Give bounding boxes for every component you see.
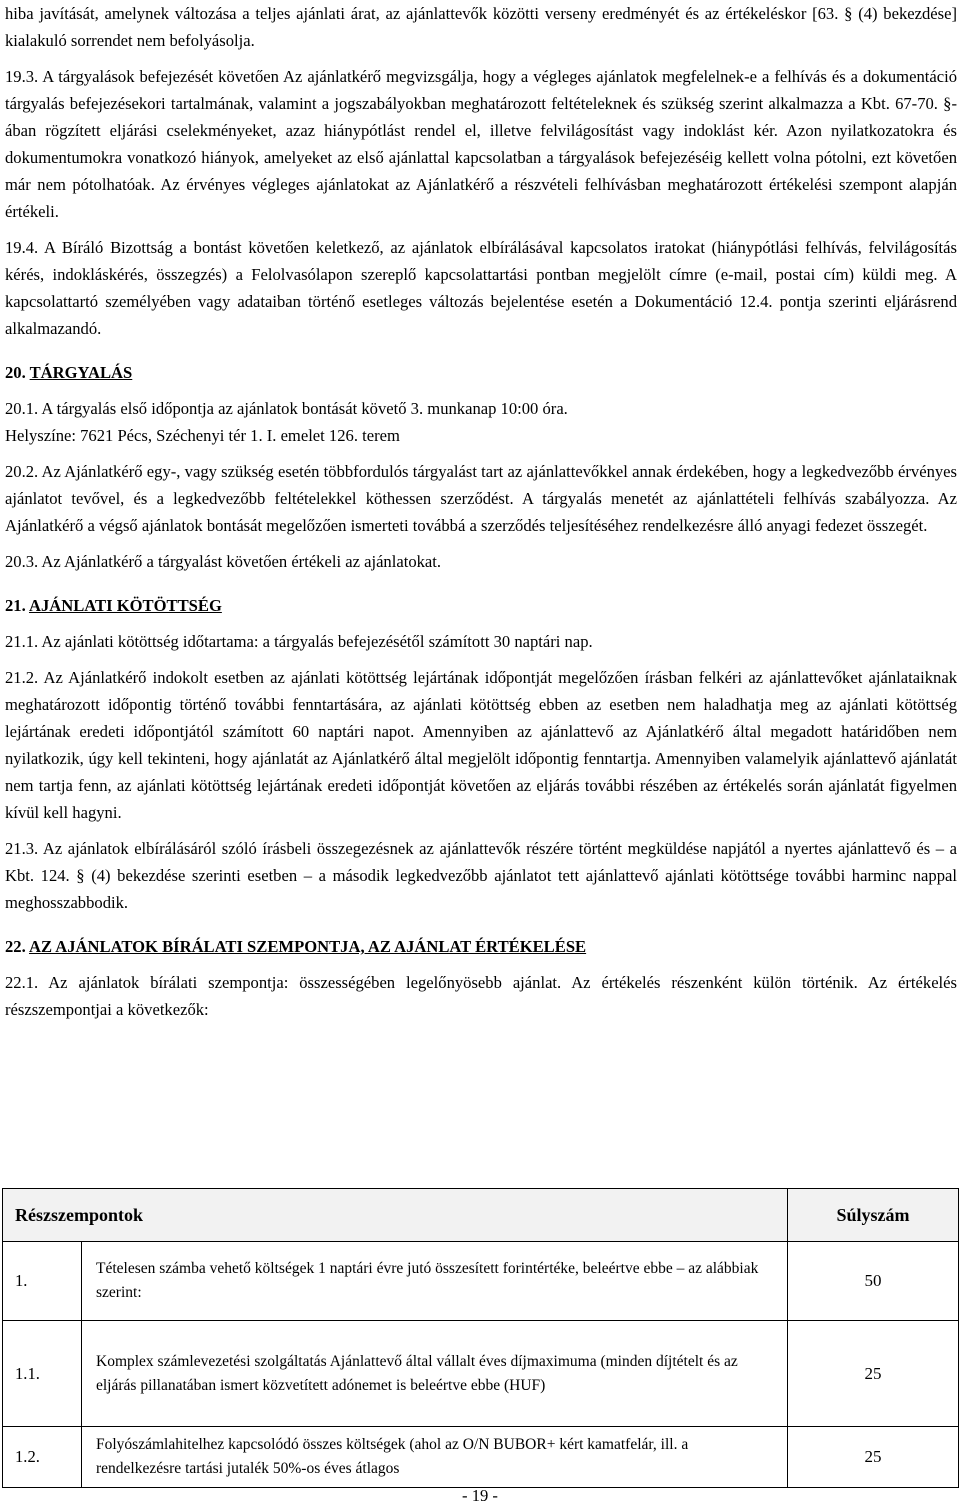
section-heading-22 <box>5 933 957 960</box>
paragraph-20-3: 20.3. Az Ajánlatkérő a tárgyalást követően értékeli az ajánlatokat. <box>5 552 442 571</box>
paragraph-continued: hiba javítását, amelynek változása a teljes ajánlati árat, az ajánlattevők közötti verseny eredményét és az értékeléskor [63. § (4) bekezdése] kialakuló sorrendet nem befolyásolja. <box>5 4 957 50</box>
paragraph-19-3: 19.3. A tárgyalások befejezését követően Az ajánlatkérő megvizsgálja, hogy a végleges ajánlatok megfelelnek-e a felhívás és a dokumentáció tárgyalás befejezésekori tartalmának, valamint a jogszabályokban meghatározott feltételeknek és szükség szerint alkalmazza a Kbt. 67-70. §-ában rögzített eljárási cselekményeket, azaz hiánypótlást rendel el, illetve felvilágosítást vagy indoklást kér. Azon nyilatkozatokra és dokumentumokra vonatkozó hiányok, amelyeket az első ajánlattal kapcsolatban a tárgyalások befejezéséig kellett volna pótolni, ezt követően már nem pótolhatóak. Az érvényes végleges ajánlatokat az Ajánlatkérő a részvételi felhívásban meghatározott értékelési szempont alapján értékeli. <box>5 67 957 221</box>
criterion-weight: 25 <box>788 1427 959 1488</box>
section-number: 20. <box>5 363 26 382</box>
section-title: TÁRGYALÁS <box>29 363 133 382</box>
section-heading-21 <box>5 592 957 619</box>
table-row <box>3 1321 959 1427</box>
paragraph-19-4: 19.4. A Bíráló Bizottság a bontást követően keletkező, az ajánlatok elbírálásával kapcsolatos iratokat (hiánypótlási felhívás, felvilágosítás kérés, indokláskérés, összegzés) a Felolvasólapon szereplő kapcsolattartási pontban megjelölt címre (e-mail, postai cím) küldi meg. A kapcsolattartó személyében vagy adataiban történő esetleges változás bejelentése esetén a Dokumentáció 12.4. pontja szerinti eljárásrend alkalmazandó. <box>5 238 957 338</box>
paragraph-20-2: 20.2. Az Ajánlatkérő egy-, vagy szükség esetén többfordulós tárgyalást tart az ajánlattevőkkel annak érdekében, hogy a legkedvezőbb érvényes ajánlatot tevővel, és a legkedvezőbb feltételekkel köthessen szerződést. A tárgyalás menetét az ajánlattételi felhívás szabályozza. Az Ajánlatkérő a végső ajánlatok bontását megelőzően ismerteti továbbá a szerződés teljesítéséhez rendelkezésre álló anyagi fedezet összegét. <box>5 462 957 535</box>
paragraph-21-3: 21.3. Az ajánlatok elbírálásáról szóló írásbeli összegezésnek az ajánlattevők részére történt megküldése napjától a nyertes ajánlattevő és – a Kbt. 124. § (4) bekezdése szerinti esetben – a második legkedvezőbb ajánlatot tett ajánlattevő ajánlati kötöttsége további harminc nappal meghosszabbodik. <box>5 839 957 912</box>
header-criteria: Részszempontok <box>3 1189 788 1242</box>
document-page <box>5 0 957 1023</box>
paragraph-20-1: 20.1. A tárgyalás első időpontja az ajánlatok bontását követő 3. munkanap 10:00 óra. <box>5 399 568 418</box>
criterion-number: 1.1. <box>3 1321 82 1427</box>
criterion-description: Tételesen számba vehető költségek 1 naptári évre jutó összesített forintértéke, beleértve ebbe – az alábbiak szerint: <box>82 1242 788 1321</box>
section-title: AZ AJÁNLATOK BÍRÁLATI SZEMPONTJA, AZ AJÁNLAT ÉRTÉKELÉSE <box>28 937 587 956</box>
table-header-row <box>3 1189 959 1242</box>
page-number: - 19 - <box>462 1486 498 1505</box>
section-heading-20 <box>5 359 957 386</box>
paragraph-21-1: 21.1. Az ajánlati kötöttség időtartama: a tárgyalás befejezésétől számított 30 naptári nap. <box>5 632 593 651</box>
criterion-weight: 50 <box>788 1242 959 1321</box>
paragraph-21-2: 21.2. Az Ajánlatkérő indokolt esetben az ajánlati kötöttség lejártának időpontját megelőzően írásban felkéri az ajánlattevőket ajánlataiknak meghatározott időpontig történő további fenntartására, az ajánlati kötöttség ebben az esetben nem haladhatja meg az ajánlati kötöttség lejártának eredeti időpontjától számított 60 naptári napot. Amennyiben az ajánlattevő az Ajánlatkérő által megadott határidőben nem nyilatkozik, úgy kell tekinteni, hogy ajánlatát az Ajánlatkérő által megjelölt időpontig fenntartja. Amennyiben valamelyik ajánlattevő ajánlatát nem tartja fenn, az ajánlati kötöttség lejártának eredeti időpontját követően az eljárás további részében az értékelés során ajánlatát figyelmen kívül kell hagyni. <box>5 668 957 822</box>
paragraph-20-1-location: Helyszíne: 7621 Pécs, Széchenyi tér 1. I. emelet 126. terem <box>5 426 400 445</box>
paragraph-22-1: 22.1. Az ajánlatok bírálati szempontja: összességében legelőnyösebb ajánlat. Az értékelés részenként külön történik. Az értékelés részszempontjai a következők: <box>5 973 957 1019</box>
section-number: 22. <box>5 937 26 956</box>
evaluation-criteria-table <box>2 1188 959 1488</box>
criterion-description: Folyószámlahitelhez kapcsolódó összes költségek (ahol az O/N BUBOR+ kért kamatfelár, ill. a rendelkezésre tartási jutalék 50%-os éves átlagos <box>82 1427 788 1488</box>
section-number: 21. <box>5 596 26 615</box>
criterion-description: Komplex számlevezetési szolgáltatás Ajánlattevő által vállalt éves díjmaximuma (minden díjtételt és az eljárás pillanatában ismert közvetített adónemet is beleértve ebbe (HUF) <box>82 1321 788 1427</box>
table-row <box>3 1427 959 1488</box>
table-row <box>3 1242 959 1321</box>
section-title: AJÁNLATI KÖTÖTTSÉG <box>28 596 222 615</box>
criterion-weight: 25 <box>788 1321 959 1427</box>
criterion-number: 1. <box>3 1242 82 1321</box>
header-weight: Súlyszám <box>788 1189 959 1242</box>
criterion-number: 1.2. <box>3 1427 82 1488</box>
